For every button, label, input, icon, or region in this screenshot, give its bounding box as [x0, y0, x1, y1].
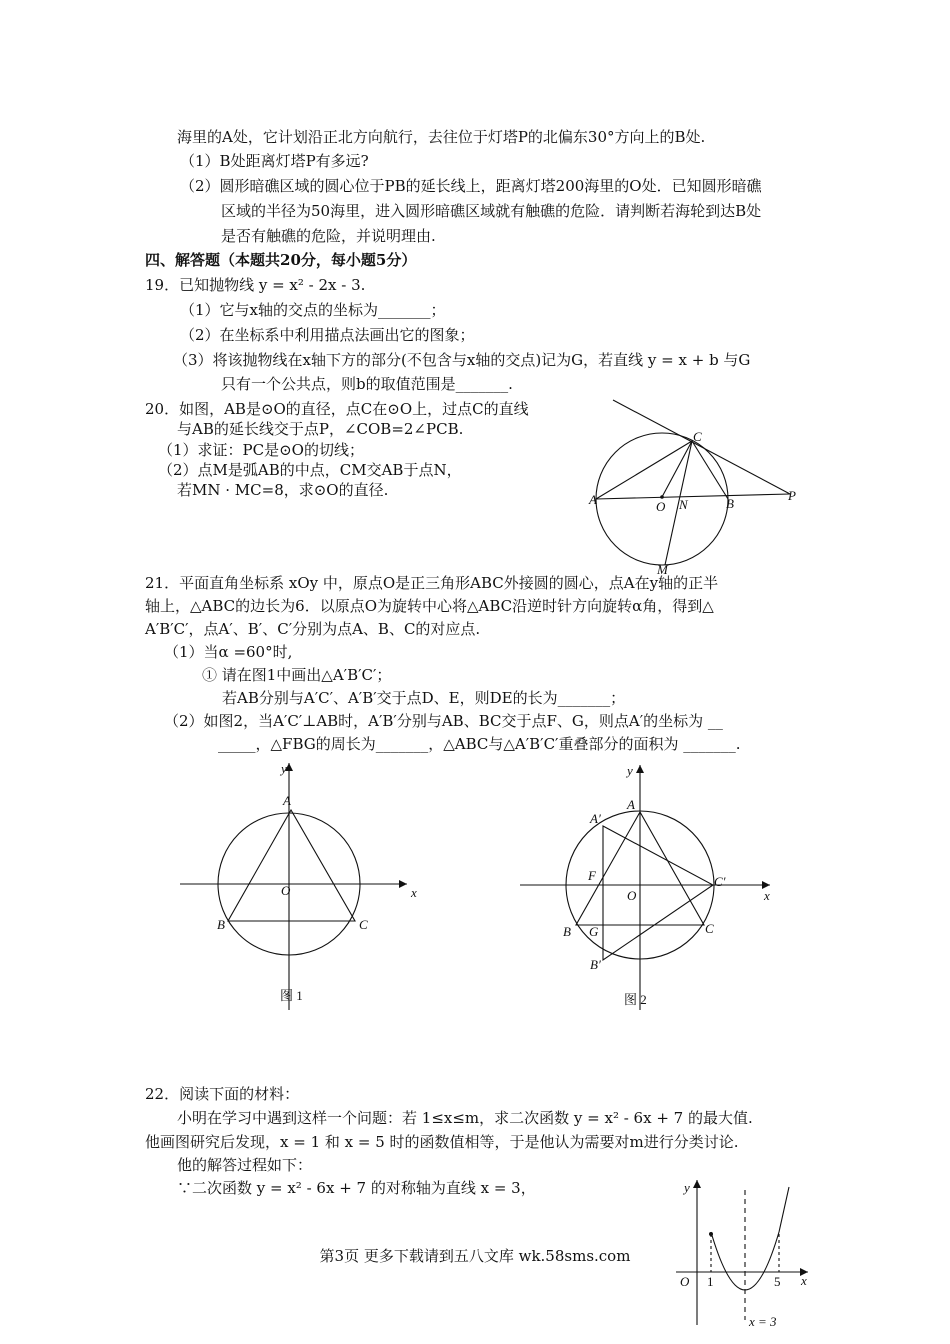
p21-stem-1: 21．平面直角坐标系 xOy 中，原点O是正三角形ABC外接圆的圆心，点A在y轴的正半 — [145, 574, 719, 592]
p19-stem: 19．已知抛物线 y = x² - 2x - 3. — [145, 276, 366, 294]
p22-stem: 22．阅读下面的材料： — [145, 1085, 300, 1103]
fig22-tick-5: 5 — [774, 1274, 781, 1289]
fig2-label-a-prime: A′ — [590, 811, 601, 826]
p21-q1: （1）当α =60°时, — [164, 643, 293, 661]
p21-q2-line-2: _____，△FBG的周长为_______，△ABC与△A′B′C′重叠部分的面积为 _______. — [218, 735, 741, 753]
fig22-label-x: x — [801, 1273, 807, 1288]
p22-para-2: 他画图研究后发现，x = 1 和 x = 5 时的函数值相等，于是他认为需要对m进行分类讨论. — [145, 1133, 739, 1151]
fig1-label-o: O — [281, 883, 291, 898]
fig20-label-m: M — [657, 562, 668, 577]
fig2-label-o: O — [627, 888, 637, 903]
fig2-label-y: y — [627, 763, 633, 778]
p21-q1-part2: 若AB分别与A′C′、A′B′交于点D、E，则DE的长为_______； — [222, 689, 626, 707]
fig1-label-y: y — [281, 761, 287, 776]
p18-q2-line-3: 是否有触礁的危险，并说明理由. — [221, 227, 436, 245]
fig20-label-a: A — [589, 492, 597, 507]
p18-line-1: 海里的A处，它计划沿正北方向航行，去往位于灯塔P的北偏东30°方向上的B处. — [177, 128, 706, 146]
fig2-caption: 图 2 — [624, 992, 647, 1007]
fig1-label-x: x — [411, 885, 417, 900]
fig2-label-x: x — [764, 888, 770, 903]
fig22-tick-1: 1 — [707, 1274, 714, 1289]
fig22-label-o: O — [680, 1274, 690, 1289]
fig1-label-b: B — [217, 917, 225, 932]
p21-q2-line-1: （2）如图2，当A′C′⊥AB时，A′B′分别与AB、BC交于点F、G，则点A′的坐标为 __ — [164, 712, 723, 730]
section-4-heading: 四、解答题（本题共20分，每小题5分） — [145, 251, 417, 269]
p21-stem-3: A′B′C′，点A′、B′、C′分别为点A、B、C的对应点. — [145, 620, 481, 638]
p22-para-1: 小明在学习中遇到这样一个问题：若 1≤x≤m，求二次函数 y = x² - 6x + 7 的最大值. — [177, 1109, 753, 1127]
p20-q1: （1）求证：PC是⊙O的切线； — [158, 441, 364, 459]
p19-q3-line-1: （3）将该抛物线在x轴下方的部分(不包含与x轴的交点)记为G，若直线 y = x + b 与G — [173, 351, 751, 369]
fig20-label-o: O — [656, 499, 666, 514]
fig1-label-a: A — [283, 793, 291, 808]
fig22-y-arrow — [693, 1180, 701, 1188]
fig2-label-f: F — [588, 868, 596, 883]
fig2-label-a: A — [627, 797, 635, 812]
fig22-axis-label: x = 3 — [749, 1314, 777, 1329]
fig2-label-g: G — [589, 924, 599, 939]
fig20-label-n: N — [679, 497, 688, 512]
fig2-label-b: B — [563, 924, 571, 939]
fig22-label-y: y — [684, 1180, 690, 1195]
p19-q2: （2）在坐标系中利用描点法画出它的图象； — [180, 326, 475, 344]
fig22-point-x1 — [709, 1232, 713, 1236]
p21-stem-2: 轴上，△ABC的边长为6．以原点O为旋转中心将△ABC沿逆时针方向旋转α角，得到△ — [145, 597, 714, 615]
fig20-label-c: C — [693, 429, 702, 444]
fig20-label-b: B — [726, 496, 734, 511]
fig20-label-p: P — [788, 488, 796, 503]
p20-stem-1: 20．如图，AB是⊙O的直径，点C在⊙O上，过点C的直线 — [145, 400, 529, 418]
p21-q1-part1: ① 请在图1中画出△A′B′C′； — [202, 666, 392, 684]
p20-q2-line-1: （2）点M是弧AB的中点，CM交AB于点N， — [158, 461, 462, 479]
p18-q2-line-2: 区域的半径为50海里，进入圆形暗礁区域就有触礁的危险．请判断若海轮到达B处 — [221, 202, 762, 220]
fig2-label-c: C — [705, 921, 714, 936]
p18-q1: （1）B处距离灯塔P有多远? — [180, 152, 369, 170]
p18-q2-line-1: （2）圆形暗礁区域的圆心位于PB的延长线上，距离灯塔200海里的O处．已知圆形暗礁 — [180, 177, 762, 195]
page-footer: 第3页 更多下载请到五八文库 wk.58sms.com — [319, 1247, 631, 1265]
p20-q2-line-2: 若MN · MC=8，求⊙O的直径. — [177, 481, 389, 499]
p22-para-4: ∵二次函数 y = x² - 6x + 7 的对称轴为直线 x = 3， — [177, 1179, 536, 1197]
fig2-label-c-prime: C′ — [714, 874, 726, 889]
fig1-label-c: C — [359, 917, 368, 932]
p22-para-3: 他的解答过程如下： — [177, 1156, 313, 1174]
fig22-parabola-right-tail — [779, 1187, 789, 1232]
p19-q1: （1）它与x轴的交点的坐标为_______； — [180, 301, 446, 319]
fig2-label-b-prime: B′ — [590, 957, 601, 972]
fig1-caption: 图 1 — [280, 988, 303, 1003]
p20-stem-2: 与AB的延长线交于点P，∠COB=2∠PCB. — [177, 420, 464, 438]
p19-q3-line-2: 只有一个公共点，则b的取值范围是_______. — [221, 375, 513, 393]
